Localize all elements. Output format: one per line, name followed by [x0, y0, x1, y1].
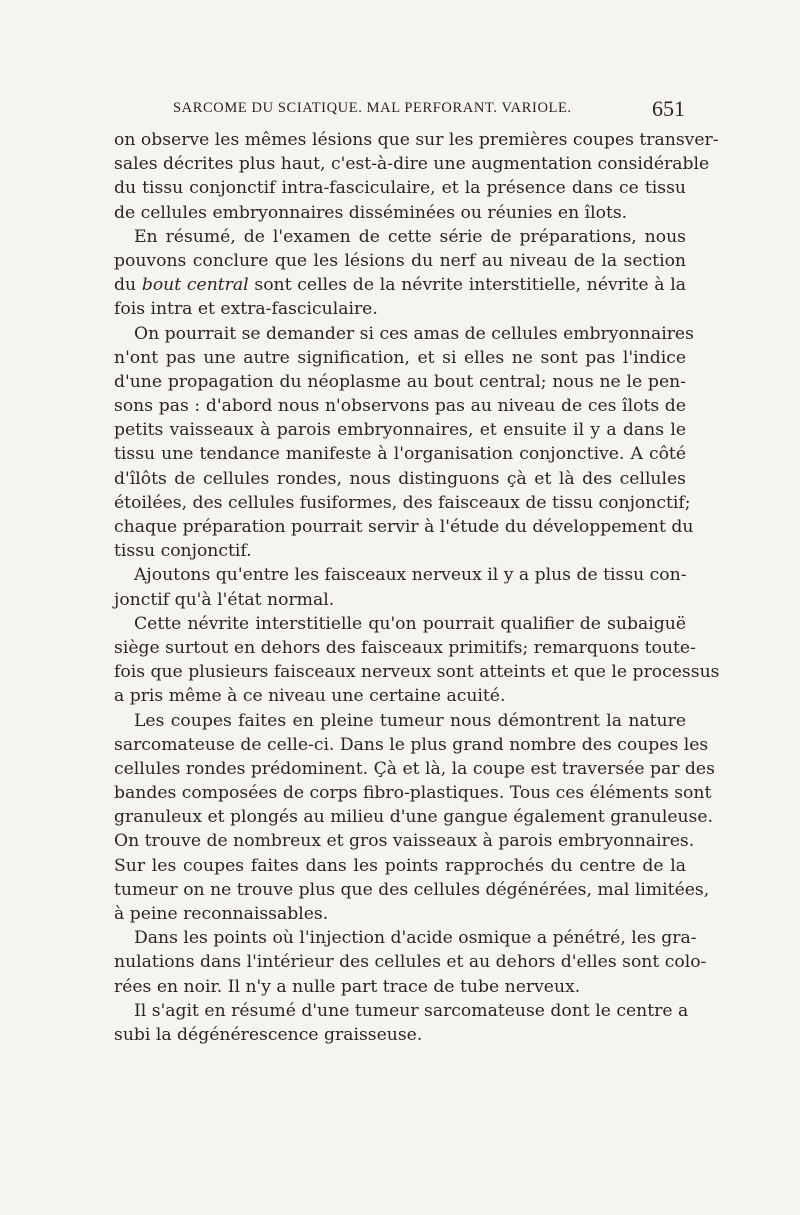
- text-line: on observe les mêmes lésions que sur les premières coupes transver-: [114, 130, 719, 150]
- italic-term: bout central: [141, 275, 249, 296]
- text-segment: du: [114, 275, 142, 296]
- text-line: n'ont pas une autre signification, et si elles ne sont pas l'indice: [114, 347, 686, 368]
- text-line: tissu une tendance manifeste à l'organisation conjonctive. A côté: [114, 444, 686, 465]
- body-text: [114, 128, 720, 1047]
- text-line: On trouve de nombreux et gros vaisseaux à parois embryonnaires.: [114, 831, 695, 852]
- text-line: sons pas : d'abord nous n'observons pas au niveau de ces îlots de: [114, 396, 686, 417]
- text-line: Sur les coupes faites dans les points rapprochés du centre de la: [114, 855, 686, 876]
- text-line: nulations dans l'intérieur des cellules et au dehors d'elles sont colo-: [114, 952, 707, 973]
- text-line: Il s'agit en résumé d'une tumeur sarcomateuse dont le centre a: [134, 1000, 689, 1021]
- text-line: à peine reconnaissables.: [114, 904, 329, 924]
- text-line: Ajoutons qu'entre les faisceaux nerveux il y a plus de tissu con-: [134, 565, 687, 586]
- text-line: jonctif qu'à l'état normal.: [114, 589, 335, 610]
- text-segment: sont celles de la névrite interstitielle, névrite à la: [248, 275, 686, 296]
- text-line: Cette névrite interstitielle qu'on pourrait qualifier de subaiguë: [134, 613, 686, 634]
- text-line: granuleux et plongés au milieu d'une gangue également granuleuse.: [114, 807, 714, 828]
- text-line: cellules rondes prédominent. Çà et là, la coupe est traversée par des: [114, 758, 715, 779]
- text-line: On pourrait se demander si ces amas de cellules embryonnaires: [134, 323, 694, 344]
- text-line: du tissu conjonctif intra-fasciculaire, et la présence dans ce tissu: [114, 178, 686, 199]
- text-line: sarcomateuse de celle-ci. Dans le plus grand nombre des coupes les: [114, 734, 709, 755]
- page-number: 651: [652, 96, 685, 121]
- text-line: a pris même à ce niveau une certaine acuité.: [114, 686, 506, 707]
- running-header: [173, 96, 685, 126]
- text-line: bandes composées de corps fibro-plastiques. Tous ces éléments sont: [114, 783, 712, 804]
- text-line: sales décrites plus haut, c'est-à-dire une augmentation considérable: [114, 154, 710, 175]
- text-line: En résumé, de l'examen de cette série de préparations, nous: [134, 226, 686, 247]
- text-line: petits vaisseaux à parois embryonnaires, et ensuite il y a dans le: [114, 420, 686, 441]
- text-line: tumeur on ne trouve plus que des cellules dégénérées, mal limitées,: [114, 879, 710, 900]
- text-line: siège surtout en dehors des faisceaux primitifs; remarquons toute-: [114, 637, 696, 658]
- text-line: subi la dégénérescence graisseuse.: [114, 1024, 423, 1045]
- text-line: pouvons conclure que les lésions du nerf au niveau de la section: [114, 250, 686, 271]
- text-line: rées en noir. Il n'y a nulle part trace de tube nerveux.: [114, 976, 581, 997]
- text-line: étoilées, des cellules fusiformes, des faisceaux de tissu conjonctif;: [114, 492, 691, 513]
- text-line: Dans les points où l'injection d'acide osmique a pénétré, les gra-: [134, 928, 697, 949]
- text-line: fois que plusieurs faisceaux nerveux sont atteints et que le processus: [114, 662, 720, 683]
- text-line: chaque préparation pourrait servir à l'étude du développement du: [114, 517, 694, 537]
- text-line: de cellules embryonnaires disséminées ou réunies en îlots.: [114, 202, 628, 223]
- text-line: d'îlôts de cellules rondes, nous distinguons çà et là des cellules: [114, 468, 686, 489]
- running-title: SARCOME DU SCIATIQUE. MAL PERFORANT. VARIOLE.: [173, 100, 572, 116]
- text-line: d'une propagation du néoplasme au bout central; nous ne le pen-: [114, 371, 686, 392]
- text-line: [114, 273, 686, 297]
- text-line: Les coupes faites en pleine tumeur nous démontrent la nature: [134, 710, 686, 731]
- text-line: tissu conjonctif.: [114, 541, 252, 562]
- text-line: fois intra et extra-fasciculaire.: [114, 299, 378, 320]
